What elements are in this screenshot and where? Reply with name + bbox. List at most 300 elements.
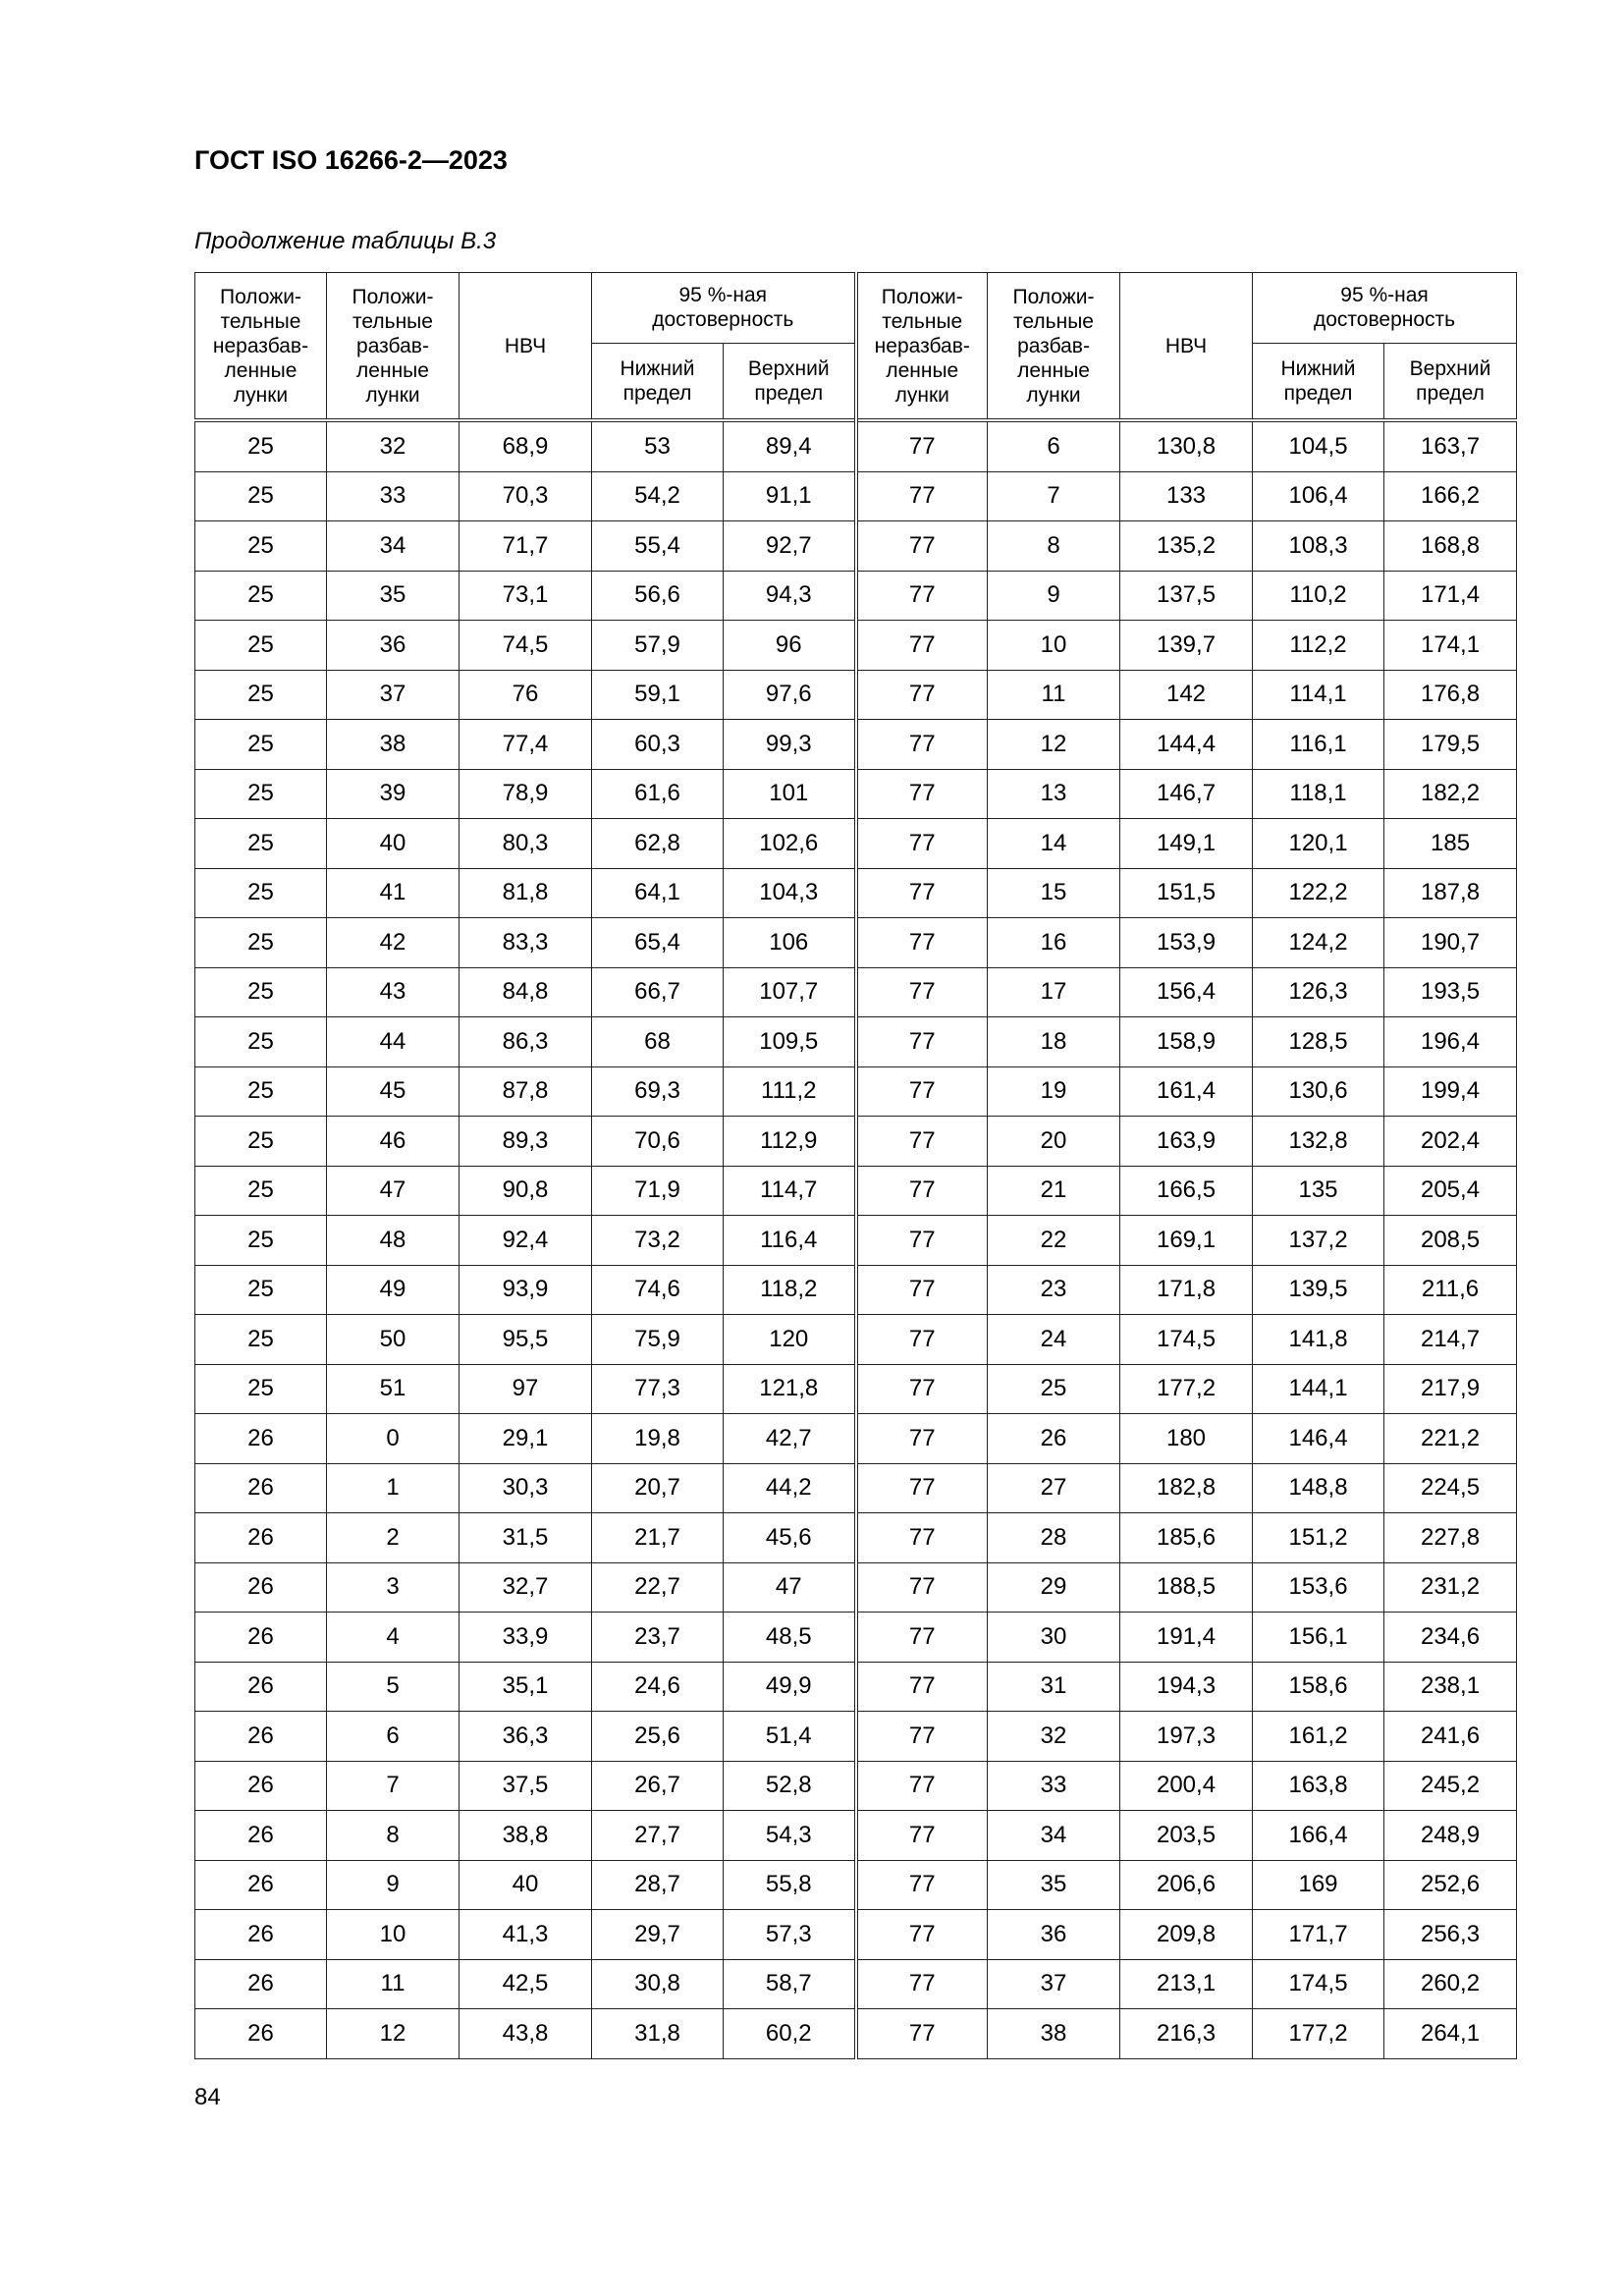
table-cell: 221,2: [1384, 1414, 1517, 1464]
table-cell: 130,8: [1120, 420, 1253, 471]
table-row: [195, 2009, 1517, 2059]
table-cell: 153,6: [1253, 1562, 1384, 1613]
table-cell: 264,1: [1384, 2009, 1517, 2059]
table-cell: 77: [856, 1216, 988, 1266]
table-cell: 171,7: [1253, 1910, 1384, 1960]
table-cell: 58,7: [724, 1959, 856, 2009]
table-cell: 29,7: [592, 1910, 724, 1960]
header-lower-limit: Нижний предел: [592, 343, 724, 420]
table-cell: 77: [856, 2009, 988, 2059]
table-cell: 23: [988, 1265, 1120, 1315]
table-cell: 35: [988, 1860, 1120, 1910]
table-cell: 48,5: [724, 1613, 856, 1663]
table-cell: 174,1: [1384, 621, 1517, 671]
table-cell: 92,4: [460, 1216, 592, 1266]
table-cell: 158,9: [1120, 1017, 1253, 1067]
table-cell: 77: [856, 1463, 988, 1513]
table-cell: 87,8: [460, 1066, 592, 1117]
table-cell: 50: [327, 1315, 460, 1365]
table-cell: 37: [327, 670, 460, 720]
table-cell: 169,1: [1120, 1216, 1253, 1266]
table-cell: 30,3: [460, 1463, 592, 1513]
table-cell: 26: [195, 1761, 327, 1811]
table-cell: 163,7: [1384, 420, 1517, 471]
table-cell: 25: [195, 1315, 327, 1365]
table-cell: 153,9: [1120, 918, 1253, 968]
table-cell: 12: [988, 720, 1120, 770]
table-cell: 149,1: [1120, 819, 1253, 869]
table-cell: 190,7: [1384, 918, 1517, 968]
table-cell: 137,2: [1253, 1216, 1384, 1266]
table-cell: 158,6: [1253, 1662, 1384, 1712]
table-cell: 8: [988, 521, 1120, 572]
table-cell: 135,2: [1120, 521, 1253, 572]
table-cell: 57,9: [592, 621, 724, 671]
table-cell: 38: [988, 2009, 1120, 2059]
table-cell: 25,6: [592, 1712, 724, 1762]
table-row: [195, 967, 1517, 1017]
table-cell: 27,7: [592, 1811, 724, 1861]
table-cell: 36: [327, 621, 460, 671]
table-cell: 81,8: [460, 868, 592, 918]
table-cell: 4: [327, 1613, 460, 1663]
table-cell: 161,2: [1253, 1712, 1384, 1762]
table-cell: 208,5: [1384, 1216, 1517, 1266]
table-cell: 37,5: [460, 1761, 592, 1811]
table-cell: 245,2: [1384, 1761, 1517, 1811]
table-cell: 25: [195, 1117, 327, 1167]
table-cell: 213,1: [1120, 1959, 1253, 2009]
table-cell: 77: [856, 1712, 988, 1762]
table-cell: 211,6: [1384, 1265, 1517, 1315]
table-cell: 116,1: [1253, 720, 1384, 770]
table-cell: 77: [856, 1364, 988, 1414]
table-cell: 29,1: [460, 1414, 592, 1464]
table-cell: 77: [856, 1811, 988, 1861]
table-cell: 25: [195, 521, 327, 572]
table-cell: 104,3: [724, 868, 856, 918]
table-cell: 69,3: [592, 1066, 724, 1117]
table-cell: 55,4: [592, 521, 724, 572]
table-cell: 27: [988, 1463, 1120, 1513]
table-row: [195, 1613, 1517, 1663]
table-cell: 26: [988, 1414, 1120, 1464]
table-cell: 169: [1253, 1860, 1384, 1910]
table-cell: 116,4: [724, 1216, 856, 1266]
table-cell: 109,5: [724, 1017, 856, 1067]
table-cell: 21: [988, 1166, 1120, 1216]
table-row: [195, 1315, 1517, 1365]
table-caption: Продолжение таблицы В.3: [194, 228, 497, 254]
table-row: [195, 1364, 1517, 1414]
table-row: [195, 1117, 1517, 1167]
table-cell: 114,1: [1253, 670, 1384, 720]
table-row: [195, 571, 1517, 621]
table-cell: 2: [327, 1513, 460, 1563]
table-row: [195, 1017, 1517, 1067]
header-upper-limit: Верхний предел: [724, 343, 856, 420]
header-positive-diluted-2: Положи- тельные разбав- ленные лунки: [988, 273, 1120, 421]
table-cell: 168,8: [1384, 521, 1517, 572]
table-cell: 60,2: [724, 2009, 856, 2059]
table-cell: 174,5: [1120, 1315, 1253, 1365]
table-cell: 56,6: [592, 571, 724, 621]
table-cell: 25: [195, 720, 327, 770]
table-cell: 75,9: [592, 1315, 724, 1365]
table-cell: 32: [988, 1712, 1120, 1762]
table-cell: 26: [195, 1712, 327, 1762]
table-cell: 171,4: [1384, 571, 1517, 621]
table-cell: 5: [327, 1662, 460, 1712]
table-cell: 166,2: [1384, 471, 1517, 521]
table-cell: 77: [856, 1910, 988, 1960]
table-cell: 61,6: [592, 769, 724, 819]
table-cell: 11: [988, 670, 1120, 720]
table-cell: 14: [988, 819, 1120, 869]
table-cell: 70,3: [460, 471, 592, 521]
table-cell: 25: [195, 621, 327, 671]
table-cell: 76: [460, 670, 592, 720]
table-cell: 26,7: [592, 1761, 724, 1811]
table-cell: 44,2: [724, 1463, 856, 1513]
table-cell: 44: [327, 1017, 460, 1067]
table-cell: 206,6: [1120, 1860, 1253, 1910]
table-cell: 31,5: [460, 1513, 592, 1563]
table-cell: 114,7: [724, 1166, 856, 1216]
table-cell: 102,6: [724, 819, 856, 869]
table-cell: 40: [460, 1860, 592, 1910]
table-cell: 156,1: [1253, 1613, 1384, 1663]
table-cell: 8: [327, 1811, 460, 1861]
table-cell: 77: [856, 1414, 988, 1464]
table-cell: 193,5: [1384, 967, 1517, 1017]
table-cell: 25: [195, 769, 327, 819]
table-cell: 64,1: [592, 868, 724, 918]
table-cell: 77: [856, 967, 988, 1017]
table-cell: 25: [195, 1364, 327, 1414]
table-cell: 80,3: [460, 819, 592, 869]
table-cell: 28,7: [592, 1860, 724, 1910]
header-positive-undiluted: Положи- тельные неразбав- ленные лунки: [195, 273, 327, 421]
table-cell: 25: [988, 1364, 1120, 1414]
table-cell: 71,7: [460, 521, 592, 572]
table-cell: 89,3: [460, 1117, 592, 1167]
table-row: [195, 1910, 1517, 1960]
table-cell: 24,6: [592, 1662, 724, 1712]
table-cell: 34: [988, 1811, 1120, 1861]
table-cell: 42: [327, 918, 460, 968]
table-cell: 17: [988, 967, 1120, 1017]
table-cell: 171,8: [1120, 1265, 1253, 1315]
table-cell: 77: [856, 621, 988, 671]
table-cell: 32,7: [460, 1562, 592, 1613]
header-confidence: 95 %-ная достоверность: [592, 273, 856, 344]
table-cell: 42,5: [460, 1959, 592, 2009]
table-cell: 77: [856, 521, 988, 572]
table-cell: 108,3: [1253, 521, 1384, 572]
table-cell: 112,2: [1253, 621, 1384, 671]
table-cell: 25: [195, 420, 327, 471]
table-cell: 77: [856, 1166, 988, 1216]
table-cell: 26: [195, 1513, 327, 1563]
table-cell: 0: [327, 1414, 460, 1464]
table-cell: 104,5: [1253, 420, 1384, 471]
table-cell: 112,9: [724, 1117, 856, 1167]
table-cell: 166,5: [1120, 1166, 1253, 1216]
table-cell: 23,7: [592, 1613, 724, 1663]
table-cell: 31,8: [592, 2009, 724, 2059]
table-cell: 161,4: [1120, 1066, 1253, 1117]
table-cell: 106: [724, 918, 856, 968]
table-row: [195, 521, 1517, 572]
table-cell: 77: [856, 1761, 988, 1811]
table-row: [195, 769, 1517, 819]
table-cell: 188,5: [1120, 1562, 1253, 1613]
table-cell: 73,2: [592, 1216, 724, 1266]
table-row: [195, 420, 1517, 471]
table-cell: 120,1: [1253, 819, 1384, 869]
table-cell: 148,8: [1253, 1463, 1384, 1513]
table-cell: 224,5: [1384, 1463, 1517, 1513]
table-cell: 71,9: [592, 1166, 724, 1216]
table-cell: 214,7: [1384, 1315, 1517, 1365]
table-cell: 46: [327, 1117, 460, 1167]
table-cell: 38,8: [460, 1811, 592, 1861]
table-cell: 130,6: [1253, 1066, 1384, 1117]
table-cell: 177,2: [1253, 2009, 1384, 2059]
table-cell: 9: [988, 571, 1120, 621]
table-cell: 77: [856, 1315, 988, 1365]
table-cell: 180: [1120, 1414, 1253, 1464]
table-cell: 11: [327, 1959, 460, 2009]
table-row: [195, 1662, 1517, 1712]
table-cell: 110,2: [1253, 571, 1384, 621]
table-cell: 33: [327, 471, 460, 521]
table-cell: 66,7: [592, 967, 724, 1017]
table-cell: 51,4: [724, 1712, 856, 1762]
table-cell: 41,3: [460, 1910, 592, 1960]
table-cell: 209,8: [1120, 1910, 1253, 1960]
table-cell: 19,8: [592, 1414, 724, 1464]
table-cell: 70,6: [592, 1117, 724, 1167]
table-cell: 217,9: [1384, 1364, 1517, 1414]
table-cell: 25: [195, 1066, 327, 1117]
table-row: [195, 868, 1517, 918]
table-cell: 77,4: [460, 720, 592, 770]
table-cell: 22,7: [592, 1562, 724, 1613]
table-cell: 77: [856, 1017, 988, 1067]
table-cell: 77: [856, 1265, 988, 1315]
table-cell: 25: [195, 571, 327, 621]
table-cell: 122,2: [1253, 868, 1384, 918]
table-cell: 9: [327, 1860, 460, 1910]
table-cell: 16: [988, 918, 1120, 968]
table-cell: 135: [1253, 1166, 1384, 1216]
table-cell: 118,1: [1253, 769, 1384, 819]
table-cell: 139,5: [1253, 1265, 1384, 1315]
table-cell: 37: [988, 1959, 1120, 2009]
table-cell: 19: [988, 1066, 1120, 1117]
table-row: [195, 1216, 1517, 1266]
table-cell: 144,1: [1253, 1364, 1384, 1414]
table-cell: 133: [1120, 471, 1253, 521]
table-cell: 25: [195, 918, 327, 968]
table-row: [195, 1562, 1517, 1613]
document-standard-header: ГОСТ ISO 16266-2—2023: [194, 145, 508, 175]
table-cell: 25: [195, 670, 327, 720]
table-cell: 25: [195, 868, 327, 918]
table-cell: 30: [988, 1613, 1120, 1663]
table-cell: 41: [327, 868, 460, 918]
table-cell: 248,9: [1384, 1811, 1517, 1861]
table-cell: 77: [856, 868, 988, 918]
table-cell: 177,2: [1120, 1364, 1253, 1414]
table-cell: 35,1: [460, 1662, 592, 1712]
table-cell: 7: [988, 471, 1120, 521]
table-cell: 107,7: [724, 967, 856, 1017]
table-cell: 3: [327, 1562, 460, 1613]
table-cell: 65,4: [592, 918, 724, 968]
table-cell: 99,3: [724, 720, 856, 770]
table-row: [195, 1414, 1517, 1464]
table-cell: 77: [856, 1117, 988, 1167]
table-row: [195, 670, 1517, 720]
table-row: [195, 1959, 1517, 2009]
table-cell: 18: [988, 1017, 1120, 1067]
table-cell: 68,9: [460, 420, 592, 471]
table-cell: 196,4: [1384, 1017, 1517, 1067]
table-cell: 182,8: [1120, 1463, 1253, 1513]
table-cell: 36,3: [460, 1712, 592, 1762]
table-cell: 29: [988, 1562, 1120, 1613]
table-cell: 185,6: [1120, 1513, 1253, 1563]
table-cell: 25: [195, 471, 327, 521]
table-row: [195, 1761, 1517, 1811]
table-cell: 77: [856, 1613, 988, 1663]
table-cell: 238,1: [1384, 1662, 1517, 1712]
table-cell: 25: [195, 967, 327, 1017]
table-cell: 36: [988, 1910, 1120, 1960]
table-cell: 260,2: [1384, 1959, 1517, 2009]
header-mpn-2: НВЧ: [1120, 273, 1253, 421]
table-cell: 62,8: [592, 819, 724, 869]
table-cell: 74,6: [592, 1265, 724, 1315]
table-cell: 94,3: [724, 571, 856, 621]
table-cell: 26: [195, 1910, 327, 1960]
table-cell: 97,6: [724, 670, 856, 720]
table-cell: 166,4: [1253, 1811, 1384, 1861]
table-row: [195, 1066, 1517, 1117]
mpn-table: [194, 272, 1517, 2059]
table-cell: 132,8: [1253, 1117, 1384, 1167]
table-cell: 40: [327, 819, 460, 869]
table-cell: 74,5: [460, 621, 592, 671]
table-cell: 45: [327, 1066, 460, 1117]
table-cell: 1: [327, 1463, 460, 1513]
table-cell: 25: [195, 1017, 327, 1067]
table-cell: 33: [988, 1761, 1120, 1811]
table-cell: 77: [856, 571, 988, 621]
header-positive-diluted: Положи- тельные разбав- ленные лунки: [327, 273, 460, 421]
table-cell: 20,7: [592, 1463, 724, 1513]
table-cell: 6: [327, 1712, 460, 1762]
table-cell: 26: [195, 1959, 327, 2009]
table-cell: 39: [327, 769, 460, 819]
table-cell: 24: [988, 1315, 1120, 1365]
table-cell: 49,9: [724, 1662, 856, 1712]
table-cell: 163,8: [1253, 1761, 1384, 1811]
header-mpn: НВЧ: [460, 273, 592, 421]
table-cell: 97: [460, 1364, 592, 1414]
table-cell: 10: [988, 621, 1120, 671]
table-cell: 78,9: [460, 769, 592, 819]
table-cell: 7: [327, 1761, 460, 1811]
table-cell: 176,8: [1384, 670, 1517, 720]
table-cell: 77: [856, 819, 988, 869]
table-cell: 121,8: [724, 1364, 856, 1414]
table-cell: 231,2: [1384, 1562, 1517, 1613]
table-cell: 84,8: [460, 967, 592, 1017]
table-cell: 26: [195, 2009, 327, 2059]
table-cell: 35: [327, 571, 460, 621]
table-cell: 120: [724, 1315, 856, 1365]
header-confidence-2: 95 %-ная достоверность: [1253, 273, 1517, 344]
table-cell: 45,6: [724, 1513, 856, 1563]
table-cell: 31: [988, 1662, 1120, 1712]
table-cell: 92,7: [724, 521, 856, 572]
table-cell: 57,3: [724, 1910, 856, 1960]
table-cell: 13: [988, 769, 1120, 819]
table-row: [195, 1811, 1517, 1861]
table-cell: 200,4: [1120, 1761, 1253, 1811]
table-cell: 163,9: [1120, 1117, 1253, 1167]
table-cell: 146,4: [1253, 1414, 1384, 1464]
table-cell: 185: [1384, 819, 1517, 869]
table-cell: 93,9: [460, 1265, 592, 1315]
table-cell: 53: [592, 420, 724, 471]
table-cell: 32: [327, 420, 460, 471]
table-cell: 25: [195, 1216, 327, 1266]
table-cell: 12: [327, 2009, 460, 2059]
table-cell: 77: [856, 1562, 988, 1613]
table-cell: 241,6: [1384, 1712, 1517, 1762]
table-cell: 43,8: [460, 2009, 592, 2059]
table-cell: 26: [195, 1662, 327, 1712]
table-cell: 146,7: [1120, 769, 1253, 819]
table-cell: 77: [856, 1662, 988, 1712]
table-cell: 22: [988, 1216, 1120, 1266]
table-cell: 47: [327, 1166, 460, 1216]
table-cell: 49: [327, 1265, 460, 1315]
table-cell: 54,2: [592, 471, 724, 521]
table-row: [195, 1166, 1517, 1216]
header-lower-limit-2: Нижний предел: [1253, 343, 1384, 420]
table-cell: 139,7: [1120, 621, 1253, 671]
table-cell: 6: [988, 420, 1120, 471]
table-cell: 77: [856, 1959, 988, 2009]
table-cell: 15: [988, 868, 1120, 918]
table-cell: 199,4: [1384, 1066, 1517, 1117]
table-cell: 34: [327, 521, 460, 572]
header-upper-limit-2: Верхний предел: [1384, 343, 1517, 420]
table-row: [195, 1860, 1517, 1910]
table-cell: 77: [856, 918, 988, 968]
table-cell: 33,9: [460, 1613, 592, 1663]
table-cell: 28: [988, 1513, 1120, 1563]
table-cell: 101: [724, 769, 856, 819]
header-positive-undiluted-2: Положи- тельные неразбав- ленные лунки: [856, 273, 988, 421]
table-cell: 54,3: [724, 1811, 856, 1861]
